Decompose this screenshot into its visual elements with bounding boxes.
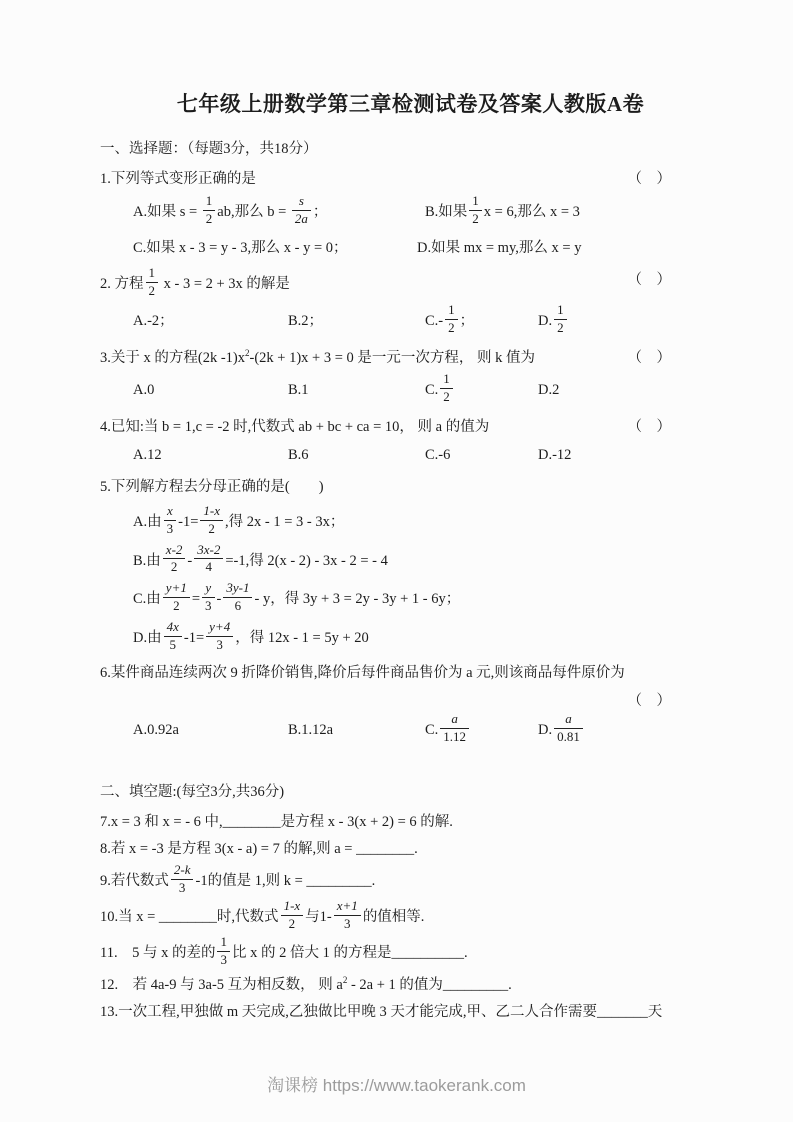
q6-option-d: [538, 710, 721, 747]
option-text: D.: [538, 721, 553, 738]
q2-option-a: A.-2；: [133, 312, 174, 329]
fraction: [281, 901, 304, 932]
option-text: C.: [425, 721, 439, 738]
q3-option-b: B.1: [288, 382, 309, 399]
question-9: [100, 865, 721, 898]
question-2-options: [133, 301, 721, 338]
answer-bracket: （ ）: [627, 692, 671, 709]
q5-option-b: [133, 545, 721, 578]
frac-den: 3: [166, 520, 174, 536]
frac-den: 2: [443, 389, 450, 405]
option-text: ,得 2x - 1 = 3 - 3x；: [224, 513, 345, 530]
frac-num: 1: [217, 937, 230, 952]
page-title: 七年级上册数学第三章检测试卷及答案人教版A卷: [176, 92, 645, 116]
answer-bracket: （ ）: [627, 271, 671, 288]
frac-num: x: [164, 506, 177, 521]
q4-option-c: C.-6: [425, 446, 451, 463]
option-text: ；: [312, 203, 328, 220]
q2-option-d: [538, 301, 721, 338]
frac-num: x-2: [163, 545, 186, 560]
fraction: [163, 583, 190, 614]
frac-den: 6: [234, 598, 242, 614]
frac-num: 3x-2: [194, 545, 223, 560]
frac-num: 1-x: [281, 901, 304, 916]
frac-den: 2: [173, 598, 180, 614]
option-text: ab,那么 b =: [217, 203, 290, 220]
fraction: [203, 194, 216, 227]
fraction: [292, 194, 311, 227]
option-text: B.如果: [425, 203, 468, 220]
answer-bracket: （ ）: [627, 419, 671, 436]
q1-option-c: C.如果 x - 3 = y - 3,那么 x - y = 0；: [133, 239, 348, 256]
question-11: [100, 937, 721, 970]
frac-den: 2: [148, 282, 155, 298]
question-text: 的值相等.: [362, 908, 425, 925]
q3-option-a: A.0: [133, 382, 155, 399]
question-text: - 2a + 1 的值为_________.: [347, 976, 512, 993]
frac-den: 5: [169, 637, 176, 653]
fraction: [440, 372, 453, 405]
q4-option-d: D.-12: [538, 446, 572, 463]
frac-den: 2: [448, 319, 455, 335]
q6-option-c: [425, 710, 538, 747]
question-5-stem: 5.下列解方程去分母正确的是( ): [100, 478, 324, 495]
footer-watermark: 淘课榜 https://www.taokerank.com: [267, 1076, 526, 1095]
option-text: D.由: [133, 630, 162, 647]
section-2-title: 二、填空题:(每空3分,共36分): [100, 783, 285, 800]
q1-option-b: [425, 192, 721, 229]
question-text: 3.关于 x 的方程(2k -1)x: [100, 349, 245, 366]
question-6-bracket-line: [100, 689, 721, 710]
fraction: [217, 937, 230, 968]
question-7: 7.x = 3 和 x = - 6 中,________是方程 x - 3(x + 2) = 6 的解.: [100, 813, 453, 830]
q3-option-c: [425, 371, 538, 407]
q1-option-a: [133, 192, 425, 229]
q2-option-c: [425, 301, 538, 338]
question-text: 4.已知:当 b = 1,c = -2 时,代数式 ab + bc + ca = 10， 则 a 的值为: [100, 419, 490, 436]
frac-num: y+1: [163, 583, 190, 598]
q5-option-d: [133, 622, 721, 655]
question-8: 8.若 x = -3 是方程 3(x - a) = 7 的解,则 a = ________.: [100, 841, 418, 858]
frac-den: 2: [288, 915, 296, 931]
question-1-options-row-1: [133, 192, 721, 229]
fraction: [202, 583, 215, 614]
question-13: 13.一次工程,甲独做 m 天完成,乙独做比甲晚 3 天才能完成,甲、乙二人合作需要_______天: [100, 1004, 663, 1021]
fraction: [554, 712, 583, 745]
fraction: [171, 865, 194, 896]
question-text: x - 3 = 2 + 3x 的解是: [160, 275, 290, 292]
question-1-options-row-2: [133, 237, 721, 260]
option-text: -1=: [178, 513, 199, 530]
option-text: B.由: [133, 552, 161, 569]
question-2-stem: [100, 268, 721, 301]
frac-den: 2: [170, 559, 178, 575]
q6-option-a: A.0.92a: [133, 721, 179, 738]
option-text: A.由: [133, 513, 162, 530]
question-text: 2. 方程: [100, 275, 144, 292]
q5-option-c: [133, 583, 721, 616]
frac-num: a: [440, 712, 469, 729]
option-text: - y，得 3y + 3 = 2y - 3y + 1 - 6y；: [254, 591, 461, 608]
option-text: ；: [459, 312, 475, 329]
option-text: x = 6,那么 x = 3: [483, 203, 580, 220]
option-text: =: [191, 591, 201, 608]
option-text: A.如果 s =: [133, 203, 201, 220]
option-text: C.-: [425, 312, 444, 329]
frac-den: 2: [205, 210, 213, 226]
fraction: [334, 901, 361, 932]
question-text: -1的值是 1,则 k = _________.: [195, 872, 376, 889]
question-text: 与1-: [305, 908, 332, 925]
question-text: 11. 5 与 x 的差的: [100, 944, 216, 961]
q1-option-d: D.如果 mx = my,那么 x = y: [417, 239, 582, 256]
frac-den: 2: [472, 210, 479, 226]
fraction: [445, 303, 458, 336]
question-text: 1.下列等式变形正确的是: [100, 171, 256, 188]
frac-num: 1: [469, 194, 482, 211]
fraction: [194, 545, 223, 576]
frac-den: 3: [205, 598, 212, 614]
fraction: [200, 506, 223, 537]
answer-bracket: （ ）: [627, 171, 671, 188]
fraction: [146, 268, 159, 299]
section-gap: [100, 755, 721, 779]
frac-num: 3y-1: [223, 583, 252, 598]
question-4-options: [133, 444, 721, 467]
q5-option-a: [133, 506, 721, 539]
frac-den: 2a: [294, 210, 308, 226]
fraction: [223, 583, 252, 614]
question-6-options: [133, 710, 721, 747]
frac-num: 1-x: [200, 506, 223, 521]
q4-option-a: A.12: [133, 446, 162, 463]
section-1-title: 一、选择题：（每题3分，共18分）: [100, 141, 318, 157]
question-text: 比 x 的 2 倍大 1 的方程是__________.: [231, 944, 468, 961]
question-text: 12. 若 4a-9 与 3a-5 互为相反数， 则 a: [100, 976, 343, 993]
option-text: -: [216, 591, 222, 608]
frac-num: 1: [203, 194, 216, 211]
option-text: -: [187, 552, 193, 569]
q6-option-b: B.1.12a: [288, 721, 334, 738]
fraction: [554, 303, 567, 336]
frac-den: 3: [216, 637, 223, 653]
question-6-stem: 6.某件商品连续两次 9 折降价销售,降价后每件商品售价为 a 元,则该商品每件原价为: [100, 665, 625, 682]
frac-den: 4: [205, 559, 213, 575]
question-text: 10.当 x = ________时,代数式: [100, 908, 279, 925]
frac-num: 1: [440, 372, 453, 389]
fraction: [206, 622, 233, 653]
frac-num: 4x: [164, 622, 182, 637]
frac-num: 1: [445, 303, 458, 320]
question-text: 9.若代数式: [100, 872, 169, 889]
answer-bracket: （ ）: [627, 349, 671, 366]
frac-den: 3: [178, 880, 186, 896]
question-text: -(2k + 1)x + 3 = 0 是一元一次方程， 则 k 值为: [249, 349, 536, 366]
frac-num: 1: [146, 268, 159, 283]
option-text: C.: [425, 382, 439, 399]
frac-num: 2-k: [171, 865, 194, 880]
frac-num: y: [202, 583, 215, 598]
question-12: [100, 973, 721, 998]
question-1-stem: [100, 167, 721, 192]
frac-den: 3: [344, 915, 351, 931]
frac-num: x+1: [334, 901, 361, 916]
option-text: =-1,得 2(x - 2) - 3x - 2 = - 4: [225, 552, 388, 569]
frac-den: 1.12: [443, 728, 467, 744]
frac-num: 1: [554, 303, 567, 320]
question-10: [100, 901, 721, 934]
q2-option-b: B.2；: [288, 312, 324, 329]
option-text: C.由: [133, 591, 161, 608]
frac-den: 2: [208, 520, 215, 536]
frac-den: 2: [557, 319, 564, 335]
fraction: [163, 545, 186, 576]
fraction: [469, 194, 482, 227]
question-3-stem: [100, 346, 721, 371]
question-4-stem: [100, 415, 721, 440]
q4-option-b: B.6: [288, 446, 309, 463]
superscript: 2: [245, 347, 250, 358]
frac-den: 3: [220, 951, 227, 967]
fraction: [164, 506, 177, 537]
option-text: D.: [538, 312, 553, 329]
q3-option-d: D.2: [538, 382, 560, 399]
fraction: [164, 622, 182, 653]
frac-num: a: [554, 712, 583, 729]
question-3-options: [133, 371, 721, 407]
superscript: 2: [342, 974, 348, 985]
frac-den: 0.81: [557, 728, 580, 744]
fraction: [440, 712, 469, 745]
option-text: -1=: [183, 630, 205, 647]
frac-num: y+4: [206, 622, 233, 637]
option-text: ，得 12x - 1 = 5y + 20: [235, 630, 369, 647]
frac-num: s: [292, 194, 311, 211]
